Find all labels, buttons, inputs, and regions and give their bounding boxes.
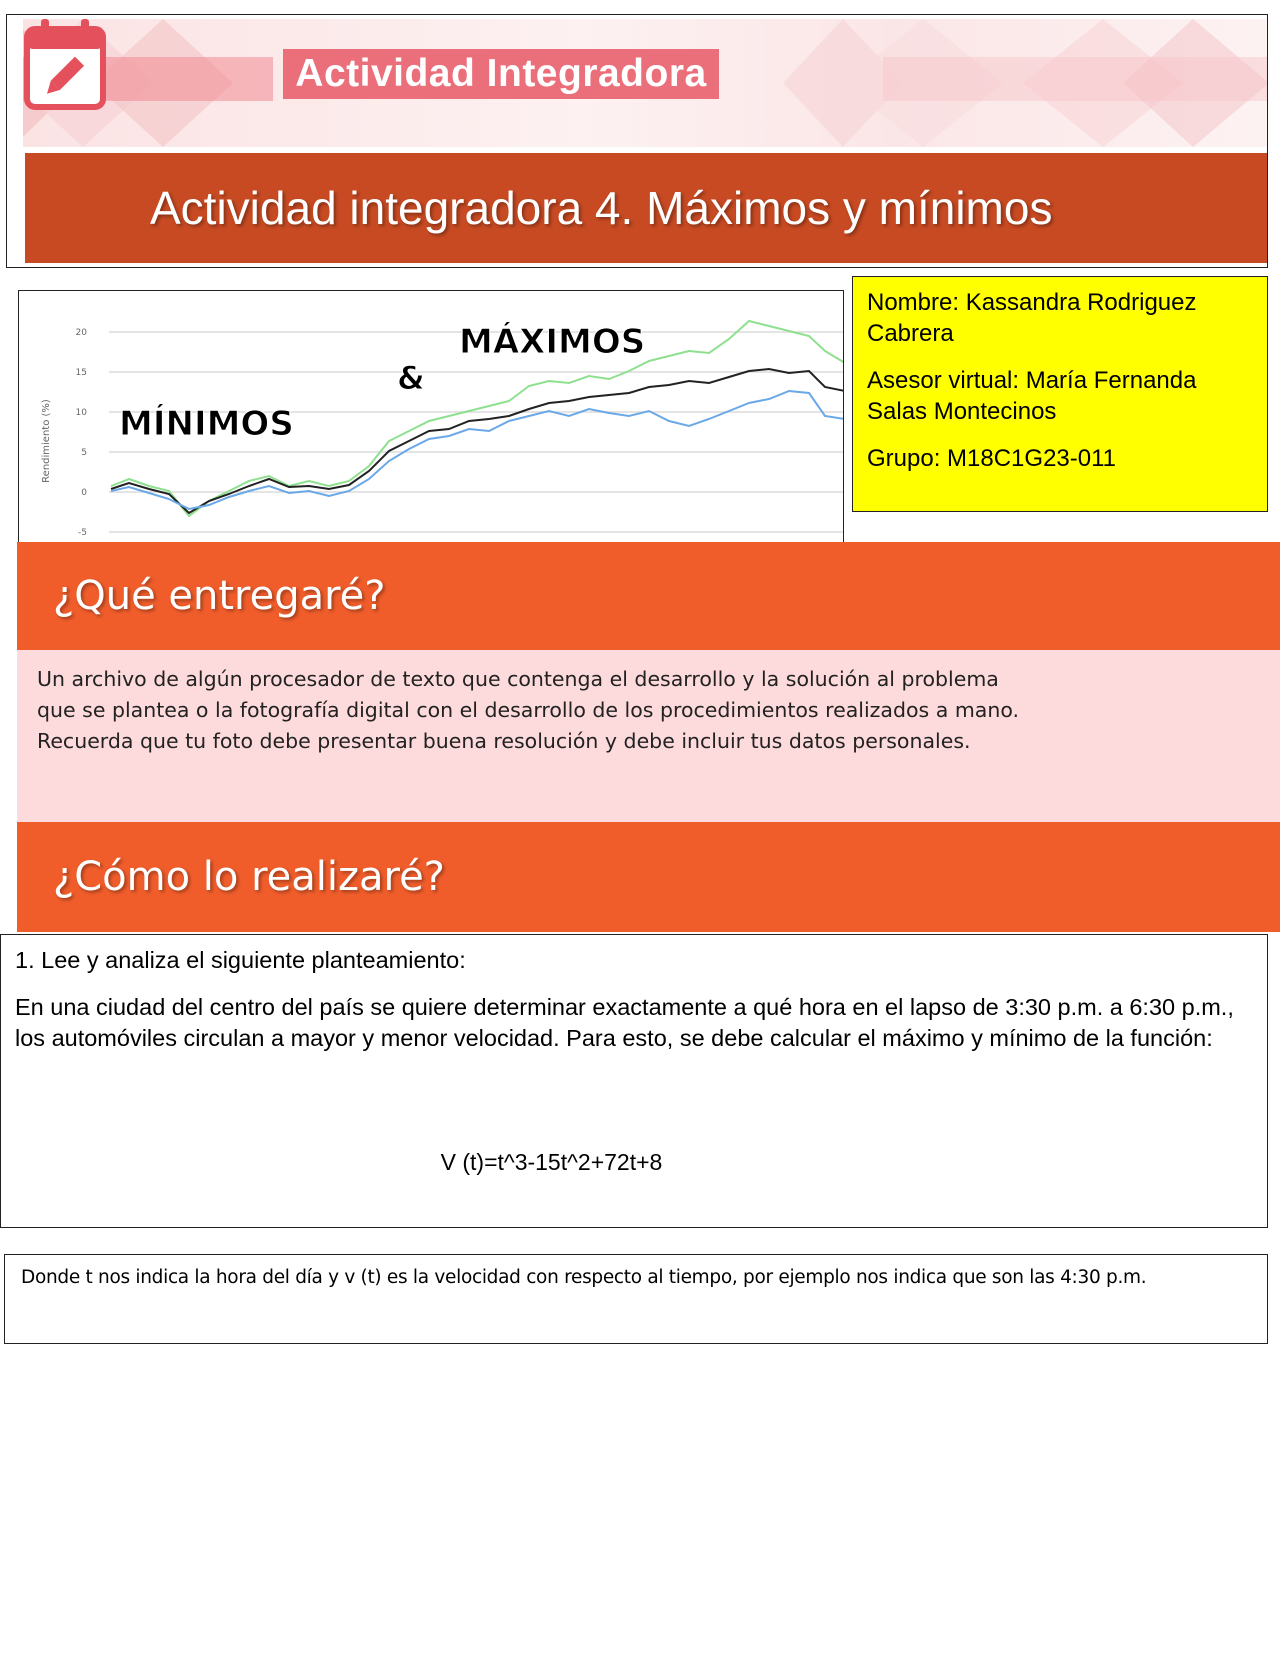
- problem-statement: [0, 934, 1268, 1228]
- variable-note: [4, 1254, 1268, 1344]
- word-maximos: MÁXIMOS: [459, 322, 646, 362]
- ytick: -5: [78, 528, 87, 538]
- word-minimos: MÍNIMOS: [119, 404, 294, 444]
- activity-label: Actividad Integradora: [283, 49, 719, 99]
- deliver-heading: ¿Qué entregaré?: [17, 542, 1280, 650]
- page-title: Actividad integradora 4. Máximos y mínimos: [25, 153, 1268, 263]
- problem-text: En una ciudad del centro del país se quiere determinar exactamente a qué hora en el lapso de 3:30 p.m. a 6:30 p.m., los automóviles circulan a mayor y menor velocidad. Para esto, se debe calcular el máximo y mínimo de la función:: [15, 994, 1234, 1051]
- ytick: 15: [75, 368, 87, 378]
- header-decoration: [23, 19, 1268, 147]
- step-1: 1. Lee y analiza el siguiente planteamiento:: [15, 947, 466, 973]
- deliver-body: Un archivo de algún procesador de texto que contenga el desarrollo y la solución al problema que se plantea o la fotografía digital con el desarrollo de los procedimientos realizados a mano. Recuerda que tu foto debe presentar buena resolución y debe incluir tus datos personales.: [37, 667, 1020, 753]
- y-axis-label: Rendimiento (%): [41, 399, 52, 483]
- group-id: Grupo: M18C1G23-011: [867, 445, 1117, 472]
- deliver-description: [17, 650, 1280, 822]
- header-banner: [6, 14, 1268, 268]
- velocity-formula: V (t)=t^3-15t^2+72t+8: [440, 1149, 663, 1175]
- ytick: 10: [75, 408, 87, 418]
- ytick: 5: [81, 448, 87, 458]
- ytick: 20: [75, 328, 87, 338]
- note-text: Donde t nos indica la hora del día y v (t) es la velocidad con respecto al tiempo, por ejemplo nos indica que son las 4:30 p.m.: [21, 1267, 1147, 1288]
- student-info: [852, 276, 1268, 512]
- advisor-name: Asesor virtual: María Fernanda Salas Montecinos: [867, 367, 1197, 425]
- ytick: 0: [81, 488, 87, 498]
- word-and: &: [397, 359, 425, 397]
- performance-chart: [19, 291, 844, 542]
- calendar-edit-icon: [23, 19, 107, 111]
- student-name: Nombre: Kassandra Rodriguez Cabrera: [867, 289, 1197, 347]
- how-heading: ¿Cómo lo realizaré?: [17, 822, 1280, 932]
- max-min-illustration: [18, 290, 844, 542]
